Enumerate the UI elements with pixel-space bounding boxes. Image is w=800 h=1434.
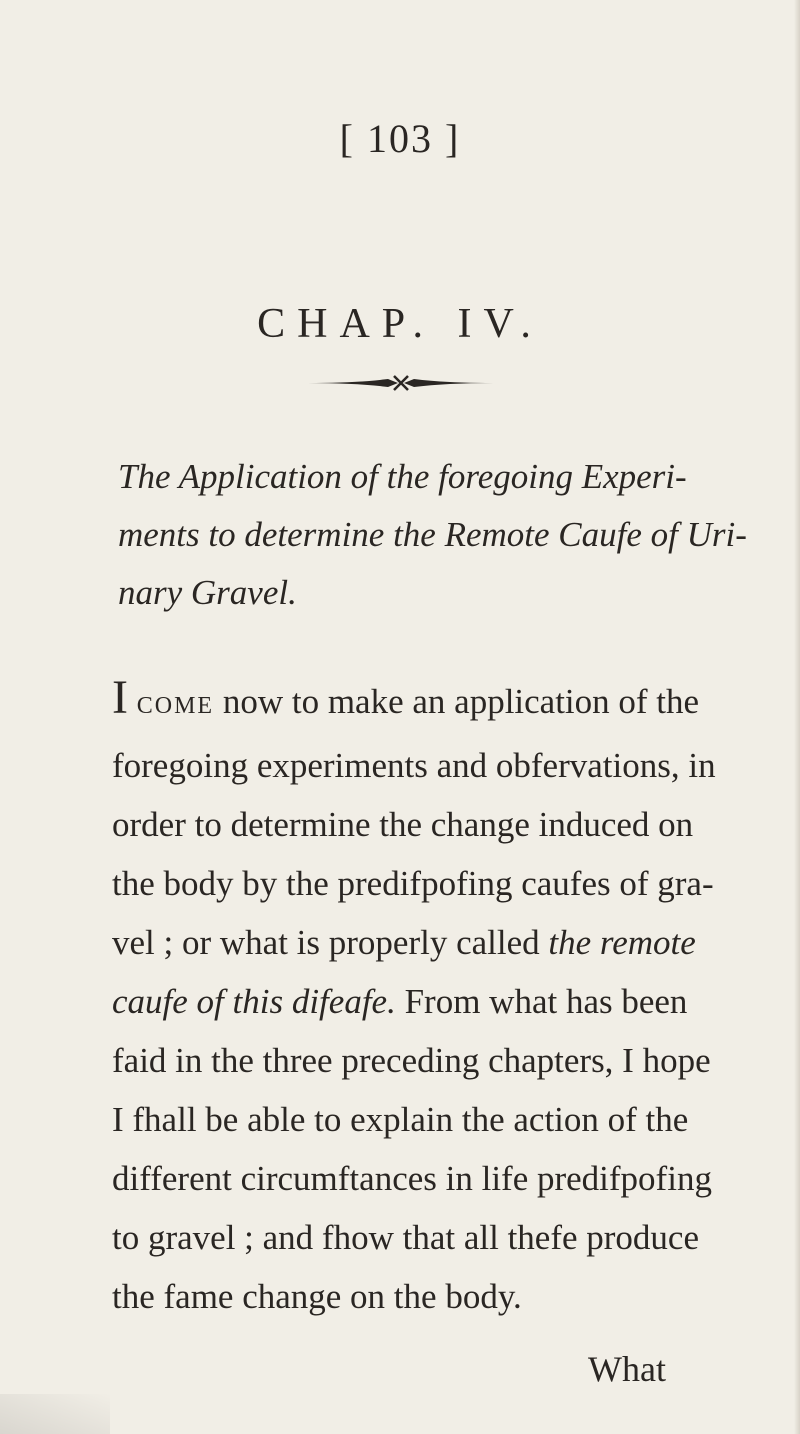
subtitle-line: nary Gravel. [118,573,297,612]
subtitle-line: The Application of the foregoing Experi- [118,457,687,496]
body-text-run: now to make an application of the [222,682,700,721]
small-caps-word: COME [136,693,215,719]
corner-smudge [0,1394,110,1434]
body-text-run: vel ; or what is properly called [112,923,540,962]
italic-phrase: the remote [548,923,696,962]
body-text [112,671,716,1326]
printers-rule-ornament-icon [306,372,496,394]
catchword: What [588,1349,666,1389]
body-line: to gravel ; and fhow that all thefe produce [112,1218,700,1257]
body-text-run: From what has been [404,982,688,1021]
body-line [112,913,696,972]
body-line: the fame change on the body. [112,1277,522,1316]
chapter-heading: CHAP. IV. [257,301,543,347]
chapter-subtitle [118,448,747,622]
page-number: [ 103 ] [339,116,461,161]
body-line: I fhall be able to explain the action of the [112,1100,689,1139]
page-edge-shadow [794,0,800,1434]
subtitle-line: ments to determine the Remote Caufe of Uri- [118,515,747,554]
body-line: faid in the three preceding chapters, I hope [112,1041,711,1080]
body-line: the body by the predifpofing caufes of gra- [112,864,714,903]
body-line [112,671,700,736]
body-line: foregoing experiments and obfervations, in [112,746,716,785]
drop-cap: I [112,671,128,724]
italic-phrase: caufe of this difeafe. [112,982,396,1021]
body-line [112,972,688,1031]
body-line: different circumftances in life predifpofing [112,1159,712,1198]
body-line: order to determine the change induced on [112,805,694,844]
